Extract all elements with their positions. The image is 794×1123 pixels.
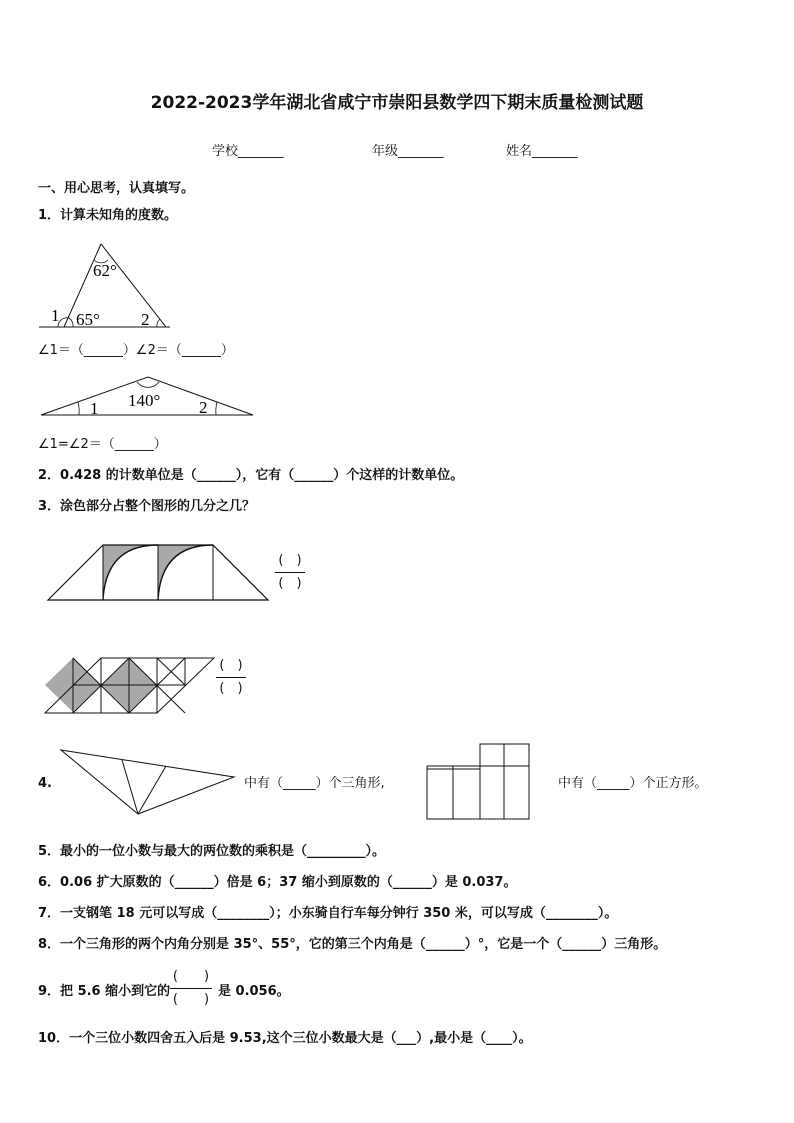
q3-fraction-answer-1: [275, 552, 305, 593]
q1-triangle-figure: [36, 240, 176, 335]
name-field: 姓名_______: [506, 144, 578, 159]
q1-text: 1．计算未知角的度数。: [38, 208, 178, 223]
q1-answer-2: ∠1=∠2＝（______）: [38, 437, 167, 452]
fraction-bar: [275, 572, 305, 573]
inner-line: [122, 760, 138, 814]
q9-prefix: 9．把 5.6 缩小到它的: [38, 984, 171, 999]
angle-arc-65: [69, 318, 73, 327]
q4-squares-figure: [424, 742, 532, 822]
q2-text: 2．0.428 的计数单位是（______），它有（______）个这样的计数单位。: [38, 468, 464, 483]
q4-number: 4.: [38, 776, 52, 791]
q3-trapezoid-figure: [44, 542, 274, 606]
denominator-paren: ( ): [172, 992, 210, 1007]
q3-parallelogram-figure: [44, 655, 219, 717]
fraction-bar: [216, 677, 246, 678]
inner-line: [138, 766, 166, 814]
q6-text: 6．0.06 扩大原数的（______）倍是 6；37 缩小到原数的（______）是 0.037。: [38, 875, 517, 890]
q4-triangle-figure: [58, 747, 238, 819]
section-heading: 一、用心思考，认真填写。: [38, 181, 195, 196]
q9-fraction: [170, 968, 212, 1009]
q1-obtuse-triangle-figure: [38, 372, 258, 420]
q1-answer-1: ∠1＝（______）∠2＝（______）: [38, 343, 234, 358]
label-62: 62°: [93, 261, 117, 280]
label-140: 140°: [128, 391, 161, 410]
page-title: 2022-2023学年湖北省咸宁市崇阳县数学四下期末质量检测试题: [150, 93, 644, 113]
angle-arc-1: [78, 402, 79, 415]
q5-text: 5．最小的一位小数与最大的两位数的乘积是（_________）。: [38, 844, 386, 859]
label-1: 1: [51, 306, 60, 325]
numerator-paren: ( ): [278, 553, 302, 568]
q9-suffix: 是 0.056。: [218, 984, 290, 999]
angle-arc-140: [137, 382, 159, 387]
q3-text: 3．涂色部分占整个图形的几分之几？: [38, 499, 256, 514]
angle-arc-2: [157, 319, 160, 327]
q7-text: 7．一支钢笔 18 元可以写成（________）；小东骑自行车每分钟行 350 米，可以写成（________）。: [38, 906, 618, 921]
numerator-paren: ( ): [219, 658, 243, 673]
q3-fraction-answer-2: [216, 657, 246, 698]
bottom-rect: [427, 766, 529, 819]
label-2: 2: [199, 398, 208, 417]
school-field: 学校_______: [212, 144, 284, 159]
q4-text-b: 中有（_____）个正方形。: [558, 776, 708, 791]
grade-field: 年级_______: [372, 144, 444, 159]
label-2: 2: [141, 310, 150, 329]
shaded-quarter-2: [158, 545, 213, 600]
q4-text-a: 中有（_____）个三角形,: [244, 776, 385, 791]
label-1: 1: [90, 399, 99, 418]
denominator-paren: ( ): [278, 576, 302, 591]
shaded-quarter-1: [103, 545, 158, 600]
q8-text: 8．一个三角形的两个内角分别是 35°、55°，它的第三个内角是（______）°，它是一个（______）三角形。: [38, 937, 667, 952]
label-65: 65°: [76, 310, 100, 329]
q10-text: 10．一个三位小数四舍五入后是 9.53,这个三位小数最大是（___）,最小是（____）。: [38, 1031, 532, 1046]
numerator-paren: ( ): [172, 969, 210, 984]
big-triangle: [61, 750, 234, 814]
denominator-paren: ( ): [219, 681, 243, 696]
angle-arc-2: [216, 402, 217, 415]
fraction-bar: [170, 988, 212, 989]
